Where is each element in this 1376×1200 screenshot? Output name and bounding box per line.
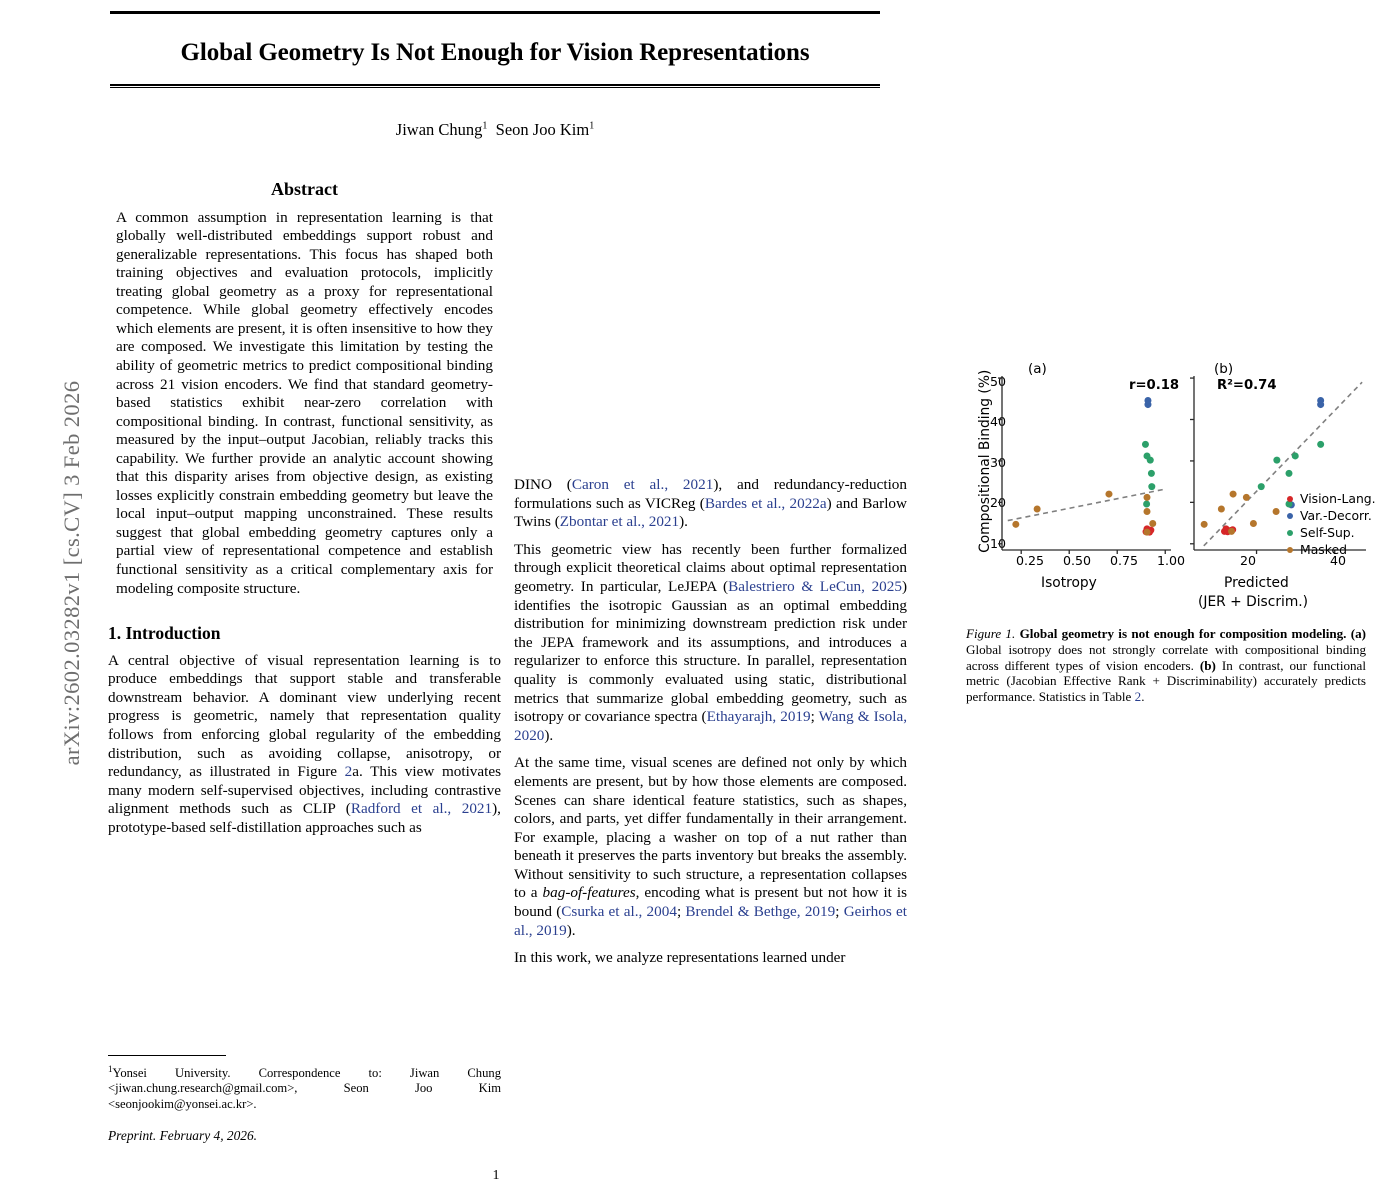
author-name-2: Seon Joo Kim	[495, 120, 590, 139]
legend-label-var-decorr: Var.-Decorr.	[1300, 508, 1372, 523]
arxiv-stamp: arXiv:2602.03282v1 [cs.CV] 3 Feb 2026	[59, 380, 84, 766]
legend-swatch-self-sup	[1287, 530, 1293, 536]
rp3-c: ;	[676, 903, 686, 921]
x-tick-b-40: 40	[1330, 553, 1347, 568]
footnote-body: Yonsei University. Correspondence to: Jiwan Chung <jiwan.chung.research@gmail.com>, Seon Joo Kim <seonjookim@yonsei.ac.kr>.	[108, 1066, 501, 1111]
figure-caption-label: Figure 1.	[966, 626, 1016, 641]
figure-caption-text-1: Global isotropy does not strongly correlate with compositional binding across different types of vision encoders.	[966, 641, 1366, 673]
footnote-marker: 1	[108, 1064, 113, 1074]
paper-page	[62, 0, 1376, 1200]
citation-wang-isola[interactable]: Wang & Isola, 2020	[514, 708, 907, 744]
intro-text-c: ), prototype-based self-distillation approaches such as	[108, 800, 501, 837]
citation-zbontar[interactable]: Zbontar et al., 2021	[559, 513, 680, 531]
y-tick-40: 40	[990, 414, 1007, 429]
y-axis-label: Compositional Binding (%)	[977, 369, 994, 553]
legend-label-vision-lang: Vision-Lang.	[1300, 491, 1376, 506]
citation-geirhos[interactable]: Geirhos et al., 2019	[514, 903, 907, 939]
legend-label-masked: Masked	[1300, 542, 1347, 557]
rp3-b: , encoding what is present but not how it is bound (	[514, 884, 907, 921]
legend-label-self-sup: Self-Sup.	[1300, 525, 1355, 540]
right-paragraph-1	[514, 476, 907, 532]
rp2-c: ;	[810, 708, 819, 726]
x-axis-label-b-line2: (JER + Discrim.)	[1198, 594, 1309, 610]
header-rule-top	[110, 11, 880, 14]
author-affil-marker-2: 1	[589, 120, 595, 132]
x-tick-a-0.75: 0.75	[1110, 553, 1139, 568]
author-list	[110, 120, 880, 140]
rp3-d: ;	[835, 903, 844, 921]
footnote-rule	[108, 1055, 226, 1056]
page-number: 1	[492, 1168, 500, 1183]
figure-caption-bold-1: Global geometry is not enough for composition modeling. (a)	[1019, 626, 1367, 641]
panel-label-b: (b)	[1214, 361, 1234, 377]
rp1-b: ), and redundancy-reduction formulations such as VICReg (	[514, 476, 907, 512]
legend-swatch-masked	[1287, 547, 1293, 553]
figure-caption	[966, 626, 1366, 705]
table-reference-2[interactable]: 2	[1134, 689, 1142, 705]
abstract-heading: Abstract	[271, 179, 338, 199]
right-paragraph-3	[514, 754, 907, 940]
legend-item-masked[interactable]	[1287, 541, 1347, 560]
y-tick-50: 50	[990, 374, 1007, 389]
page-title: Global Geometry Is Not Enough for Vision Representations	[180, 38, 810, 66]
y-tick-30: 30	[990, 455, 1007, 470]
author-name-1: Jiwan Chung	[395, 120, 483, 139]
rp3-e: ).	[566, 921, 576, 939]
rp1-d: ).	[679, 513, 688, 531]
y-tick-10: 10	[990, 536, 1007, 551]
legend-item-vision-lang[interactable]	[1287, 490, 1376, 509]
intro-paragraph-1	[108, 652, 501, 838]
stat-correlation-a: r=0.18	[1129, 378, 1180, 393]
citation-ethayarajh[interactable]: Ethayarajh, 2019	[706, 708, 811, 726]
figure-1	[966, 360, 1376, 705]
citation-csurka[interactable]: Csurka et al., 2004	[561, 903, 677, 921]
intro-text-b: a. This view motivates many modern self-supervised objectives, including contrastive alignment methods such as CLIP (	[108, 763, 501, 818]
citation-caron[interactable]: Caron et al., 2021	[571, 476, 714, 493]
footnote-text	[108, 1062, 501, 1112]
citation-radford[interactable]: Radford et al., 2021	[350, 800, 493, 818]
rp2-d: ).	[544, 726, 554, 744]
footnote-area	[108, 1055, 501, 1143]
right-column	[514, 180, 1376, 968]
panel-label-a: (a)	[1028, 361, 1047, 377]
right-paragraph-4: In this work, we analyze representations learned under	[514, 949, 846, 967]
legend-swatch-var-decorr	[1287, 513, 1293, 519]
figure-reference-2[interactable]: 2	[344, 763, 353, 781]
x-tick-b-20: 20	[1240, 553, 1257, 568]
figure-caption-end: .	[1141, 689, 1145, 705]
right-column-text	[514, 476, 907, 968]
x-tick-a-0.25: 0.25	[1016, 553, 1045, 568]
figure-caption-bold-2: (b)	[1199, 657, 1216, 673]
x-axis-label-a: Isotropy	[1041, 575, 1097, 591]
x-axis-label-b-line1: Predicted	[1224, 575, 1289, 591]
abstract-body: A common assumption in representation learning is that globally well-distributed embeddings support robust and generalizable representations. This focus has shaped both training objectives and evaluation protocols, implicitly treating global geometry as a proxy for representational competence. While global geometry effectively encodes which elements are present, it is often insensitive to how they are composed. We investigate this limitation by testing the ability of geometric metrics to predict compositional binding across 21 vision encoders. We find that standard geometry-based statistics exhibit near-zero correlation with compositional binding. In contrast, functional sensitivity, as measured by the input–output Jacobian, reliably tracks this capability. We further provide an analytic account showing that this disparity arises from objective design, as existing losses explicitly constrain embedding geometry but leave the local input–output mapping unconstrained. These results suggest that global embedding geometry captures only a partial view of representational competence and establish functional sensitivity as a critical complementary axis for modeling composite structure.	[116, 208, 493, 597]
section-heading-introduction: 1. Introduction	[108, 623, 221, 644]
header-rule-bottom	[110, 84, 880, 88]
right-paragraph-2	[514, 541, 907, 746]
author-affil-marker-1: 1	[482, 120, 488, 132]
emphasis-bag-of-features: bag-of-features	[542, 884, 636, 902]
citation-balestriero[interactable]: Balestriero & LeCun, 2025	[728, 577, 902, 595]
figure-canvas	[966, 360, 1376, 620]
y-tick-20: 20	[990, 495, 1007, 510]
preprint-notice: Preprint. February 4, 2026.	[108, 1128, 258, 1144]
stat-r2-b: R²=0.74	[1217, 378, 1277, 393]
legend-swatch-vision-lang	[1287, 496, 1293, 502]
rp2-a: This geometric view has recently been further formalized through explicit theoretical claims about optimal representation geometry. In particular, LeJEPA (	[514, 540, 907, 595]
figure-caption-text-2: In contrast, our functional metric (Jacobian Effective Rank + Discriminability) accurately predicts performance. Statistics in Table	[966, 657, 1366, 705]
rp3-a: At the same time, visual scenes are defined not only by which elements are present, but by how those elements are composed. Scenes can share identical feature statistics, such as shapes, colors, and parts, yet differ fundamentally in their arrangement. For example, placing a washer on top of a nut rather than beneath it preserves the parts inventory but breaks the assembly. Without sensitivity to such structure, a representation collapses to a	[514, 754, 907, 902]
rp1-a: DINO (	[514, 476, 572, 493]
rp2-b: ) identifies the isotropic Gaussian as an optimal embedding distribution for minimizing downstream prediction risk under the JEPA framework and its assumptions, and introduces a regularizer to enforce this structure. In parallel, representation quality is commonly evaluated using static, distributional metrics that summarize global embedding geometry, such as isotropy or covariance spectra (	[514, 577, 908, 726]
intro-text-a: A central objective of visual representation learning is to produce embeddings that support stable and transferable downstream behavior. A dominant view underlying recent progress is geometric, namely that representation quality follows from enforcing global regularity of the embedding distribution, such as avoiding collapse, anisotropy, or redundancy, as illustrated in Figure	[108, 651, 501, 781]
left-column	[108, 180, 501, 847]
citation-bardes[interactable]: Bardes et al., 2022a	[704, 494, 827, 512]
x-tick-a-1.00: 1.00	[1157, 553, 1186, 568]
x-tick-a-0.50: 0.50	[1063, 553, 1092, 568]
legend-item-var-decorr[interactable]	[1287, 507, 1372, 526]
citation-brendel[interactable]: Brendel & Bethge, 2019	[685, 903, 836, 921]
legend-item-self-sup[interactable]	[1287, 524, 1355, 543]
rp1-c: ) and Barlow Twins (	[514, 494, 907, 531]
